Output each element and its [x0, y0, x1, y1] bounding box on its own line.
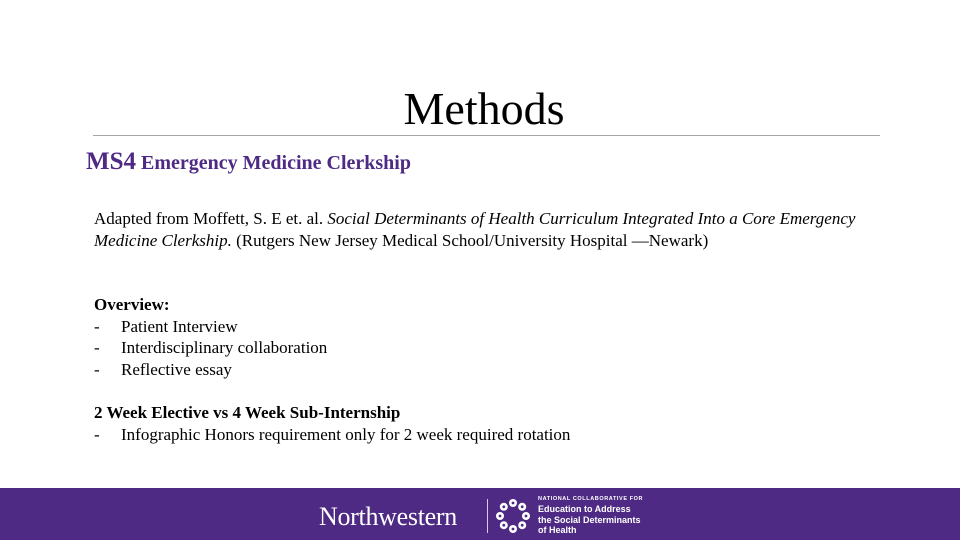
collaborative-logo-text — [538, 495, 643, 536]
elective-heading: 2 Week Elective vs 4 Week Sub-Internship — [94, 403, 401, 422]
bullet-marker: - — [94, 424, 100, 444]
overview-section — [94, 294, 327, 380]
collab-line-1: NATIONAL COLLABORATIVE FOR — [538, 496, 644, 502]
title-divider — [93, 135, 880, 136]
citation — [94, 208, 884, 252]
subtitle-course: MS4 — [86, 148, 136, 175]
list-item-text: Interdisciplinary collaboration — [121, 338, 328, 357]
elective-section — [94, 402, 570, 445]
list-item-text: Reflective essay — [121, 359, 232, 379]
bullet-marker: - — [94, 338, 100, 357]
northwestern-logo: Northwestern — [319, 502, 457, 531]
bullet-marker: - — [94, 359, 100, 379]
slide-title: Methods — [403, 83, 565, 134]
list-item — [94, 337, 327, 359]
list-item — [94, 424, 570, 446]
logo-divider — [487, 499, 488, 533]
citation-source: (Rutgers New Jersey Medical School/University Hospital —Newark) — [231, 231, 709, 250]
collab-line-3: the Social Determinants — [538, 514, 641, 525]
overview-heading: Overview: — [94, 295, 170, 314]
list-item — [94, 359, 327, 381]
bullet-marker: - — [94, 316, 100, 336]
citation-prefix: Adapted from Moffett, S. E et. al. — [94, 209, 328, 228]
list-item-text: Patient Interview — [121, 316, 238, 336]
collab-line-2: Education to Address — [538, 504, 631, 514]
list-item — [94, 316, 327, 338]
slide-subtitle — [86, 148, 411, 176]
collaborative-ring-logo-icon — [494, 497, 532, 535]
subtitle-clerkship: Emergency Medicine Clerkship — [136, 152, 411, 174]
collab-line-4: of Health — [538, 525, 577, 535]
citation-title: Social Determinants of Health Curriculum Integrated Into a Core Emergency Medicine Clerkship. — [94, 209, 856, 250]
footer-bar — [0, 488, 960, 540]
list-item-text: Infographic Honors requirement only for 2 week required rotation — [121, 424, 571, 444]
